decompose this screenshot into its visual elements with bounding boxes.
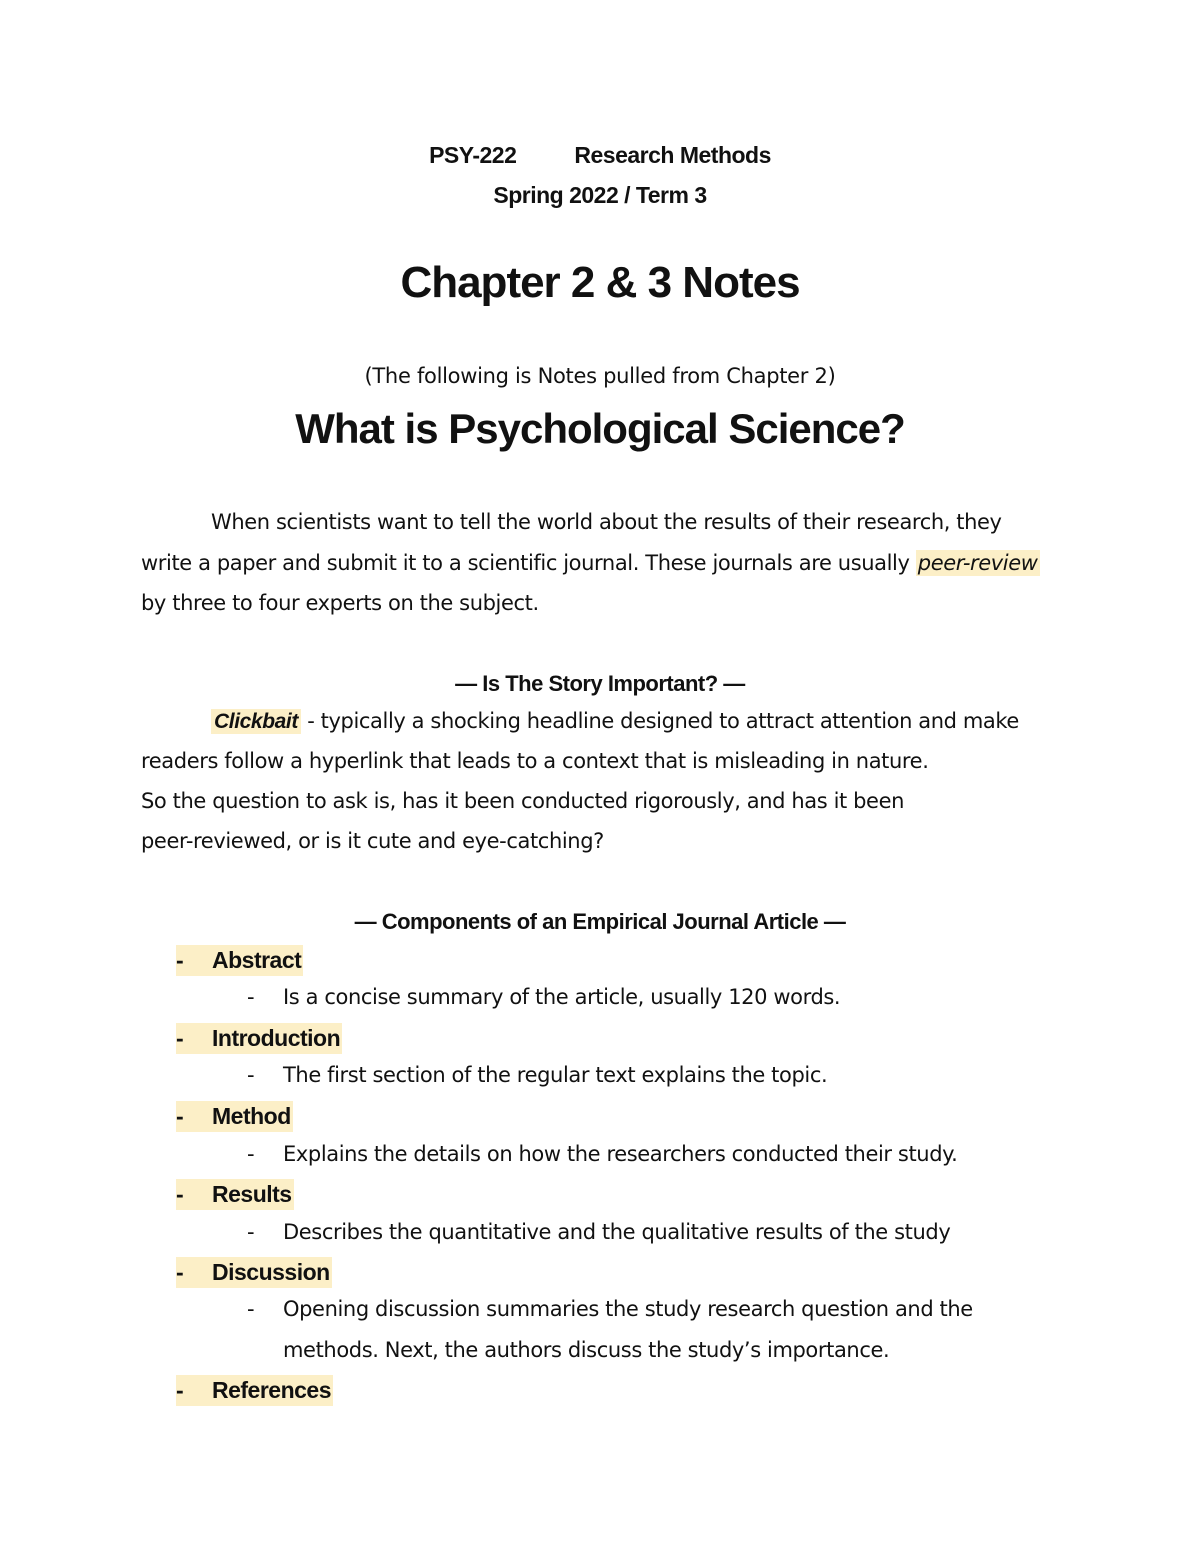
course-header: [0, 142, 1200, 169]
component-description: [247, 1142, 957, 1166]
component-item: [176, 1257, 332, 1288]
component-description-cont: methods. Next, the authors discuss the study’s importance.: [283, 1338, 890, 1362]
bullet-dash: -: [176, 1181, 184, 1207]
bullet-dash: -: [176, 1103, 184, 1129]
description-text: Is a concise summary of the article, usually 120 words.: [283, 985, 841, 1009]
paragraph-line: So the question to ask is, has it been conducted rigorously, and has it been: [141, 789, 904, 813]
component-description: [247, 1063, 827, 1087]
paragraph-line: [141, 551, 1040, 575]
story-heading: — Is The Story Important? —: [455, 671, 745, 696]
course-name: Research Methods: [574, 142, 771, 168]
paragraph-line: by three to four experts on the subject.: [141, 591, 539, 615]
highlighted-term: peer-review: [917, 551, 1038, 575]
course-term: Spring 2022 / Term 3: [493, 182, 707, 208]
sub-bullet-dash: -: [247, 1063, 255, 1087]
intro-note: (The following is Notes pulled from Chapter 2): [364, 364, 836, 388]
component-item: [176, 1375, 333, 1406]
sub-bullet-dash: -: [247, 1220, 255, 1244]
component-description: [247, 1220, 950, 1244]
component-item: [176, 945, 303, 976]
course-code: PSY-222: [429, 142, 517, 168]
paragraph-line: readers follow a hyperlink that leads to a context that is misleading in nature.: [141, 749, 929, 773]
component-label: Method: [212, 1103, 291, 1129]
sub-bullet-dash: -: [247, 1297, 255, 1321]
clickbait-term: Clickbait: [211, 709, 301, 734]
component-description: [247, 1297, 973, 1321]
paragraph-text: - typically a shocking headline designed to attract attention and make: [300, 709, 1019, 733]
paragraph-line: [211, 709, 1019, 734]
description-text: Describes the quantitative and the qualitative results of the study: [283, 1220, 951, 1244]
section-title: What is Psychological Science?: [295, 405, 905, 452]
description-text: The first section of the regular text explains the topic.: [283, 1063, 828, 1087]
component-label: Results: [212, 1181, 292, 1207]
paragraph-text: write a paper and submit it to a scientific journal. These journals are usually: [141, 551, 916, 575]
component-item: [176, 1101, 293, 1132]
component-item: [176, 1179, 294, 1210]
bullet-dash: -: [176, 947, 184, 973]
component-label: References: [212, 1377, 332, 1403]
component-label: Discussion: [212, 1259, 330, 1285]
component-label: Introduction: [212, 1025, 341, 1051]
component-item: [176, 1023, 342, 1054]
paragraph-line: peer-reviewed, or is it cute and eye-catching?: [141, 829, 604, 853]
components-heading: — Components of an Empirical Journal Article —: [354, 909, 846, 934]
bullet-dash: -: [176, 1377, 184, 1403]
bullet-dash: -: [176, 1025, 184, 1051]
description-text: Explains the details on how the researchers conducted their study.: [283, 1142, 958, 1166]
description-text: Opening discussion summaries the study research question and the: [283, 1297, 973, 1321]
component-description: [247, 985, 840, 1009]
paragraph-line: When scientists want to tell the world about the results of their research, they: [211, 510, 1002, 534]
component-label: Abstract: [212, 947, 302, 973]
document-title: Chapter 2 & 3 Notes: [400, 258, 800, 307]
bullet-dash: -: [176, 1259, 184, 1285]
sub-bullet-dash: -: [247, 1142, 255, 1166]
sub-bullet-dash: -: [247, 985, 255, 1009]
